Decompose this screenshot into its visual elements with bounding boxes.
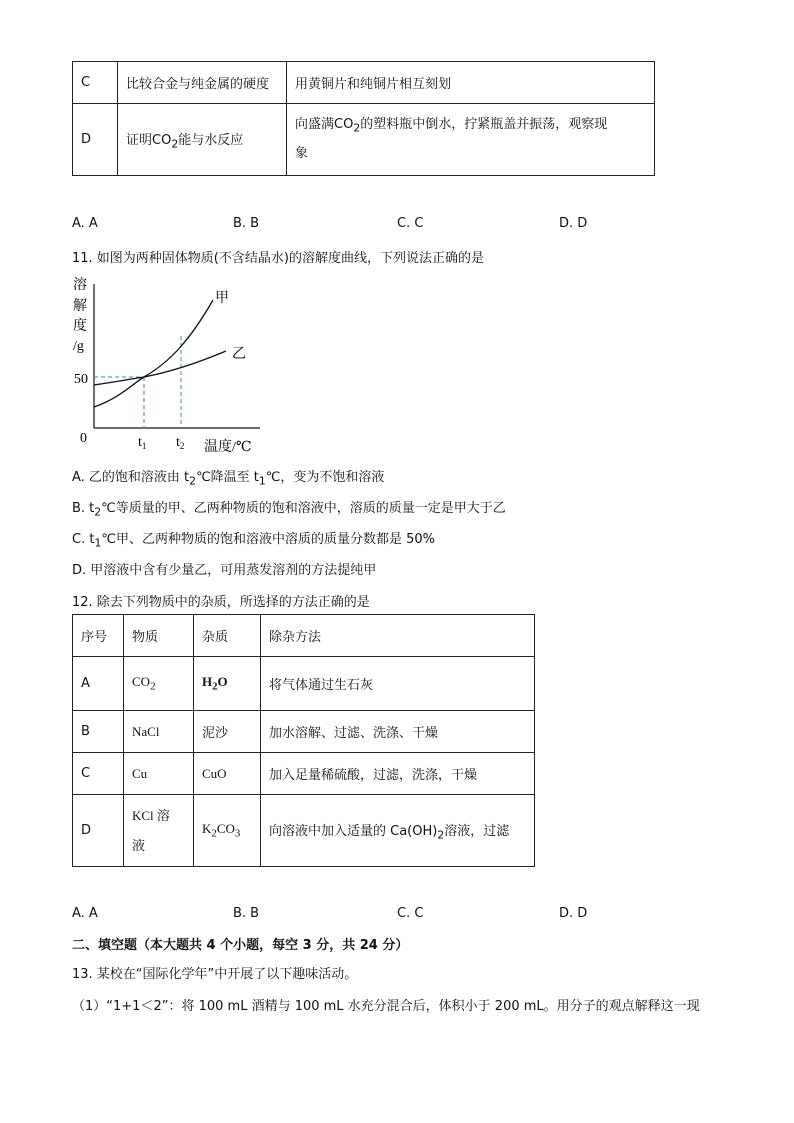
substance-cell: Cu bbox=[124, 753, 194, 795]
method-text: 象 bbox=[295, 146, 309, 162]
q13-part1: （1）“1+1＜2”：将 100 mL 酒精与 100 mL 水充分混合后，体积小于 200 mL。用分子的观点解释这一现 bbox=[72, 999, 700, 1014]
table-header-row bbox=[73, 615, 535, 657]
method-cell: 加水溶解、过滤、洗涤、干燥 bbox=[261, 711, 535, 753]
subscript: 2 bbox=[171, 137, 179, 151]
header-cell: 序号 bbox=[73, 615, 124, 657]
method-cell: 加入足量稀硫酸，过滤，洗涤，干燥 bbox=[261, 753, 535, 795]
q11-option-c: C. $t_1℃$甲、乙两种物质的饱和溶液中溶质的质量分数都是 50% bbox=[72, 532, 435, 550]
curve-yi bbox=[94, 351, 226, 385]
table-row bbox=[73, 104, 655, 176]
substance-cell: KCl 溶 液 bbox=[124, 795, 194, 867]
experiment-table bbox=[72, 61, 655, 176]
purpose-text: 能与水反应 bbox=[178, 132, 244, 148]
q11-option-d: D. 甲溶液中含有少量乙，可用蒸发溶剂的方法提纯甲 bbox=[72, 563, 377, 578]
q10-options bbox=[72, 216, 732, 236]
option-c: C. C bbox=[397, 216, 424, 231]
origin-label: 0 bbox=[80, 431, 87, 446]
q12-options bbox=[72, 906, 732, 926]
x-tick-t2: $t_2$ bbox=[176, 435, 185, 451]
y-label-char: 解 bbox=[73, 299, 87, 314]
row-id: D bbox=[73, 795, 124, 867]
substance-cell: $CO_2$ bbox=[124, 657, 194, 711]
q11-option-b: B. $t_2℃$等质量的甲、乙两种物质的饱和溶液中，溶质的质量一定是甲大于乙 bbox=[72, 501, 506, 519]
y-label-char: /g bbox=[73, 339, 84, 354]
q13-stem: 13. 某校在“国际化学年”中开展了以下趣味活动。 bbox=[72, 967, 358, 982]
series-label-jia: 甲 bbox=[215, 291, 229, 306]
header-cell: 除杂方法 bbox=[261, 615, 535, 657]
y-label-char: 溶 bbox=[73, 278, 87, 293]
table-row bbox=[73, 753, 535, 795]
impurity-cell: $K_2CO_3$ bbox=[194, 795, 261, 867]
curve-jia bbox=[94, 300, 213, 407]
header-cell: 杂质 bbox=[194, 615, 261, 657]
option-d: D. D bbox=[559, 906, 588, 921]
impurity-cell: 泥沙 bbox=[194, 711, 261, 753]
option-d: D. D bbox=[559, 216, 588, 231]
impurity-table bbox=[72, 614, 535, 867]
y-label-char: 度 bbox=[73, 319, 87, 334]
q11-option-a: A. 乙的饱和溶液由 $t_2℃$降温至 $t_1℃$，变为不饱和溶液 bbox=[72, 470, 385, 488]
purpose-text: 证明CO bbox=[126, 132, 172, 148]
method-text: 向盛满CO bbox=[295, 116, 354, 132]
purpose-cell: 比较合金与纯金属的硬度 bbox=[118, 62, 287, 104]
option-a: A. A bbox=[72, 216, 98, 231]
row-label: C bbox=[73, 62, 118, 104]
method-cell bbox=[287, 104, 655, 176]
x-axis-label: 温度/℃ bbox=[204, 440, 252, 455]
q12-stem: 12. 除去下列物质中的杂质，所选择的方法正确的是 bbox=[72, 595, 370, 610]
substance-cell: NaCl bbox=[124, 711, 194, 753]
method-cell: 用黄铜片和纯铜片相互刻划 bbox=[287, 62, 655, 104]
option-b: B. B bbox=[233, 906, 260, 921]
method-cell: 将气体通过生石灰 bbox=[261, 657, 535, 711]
row-id: C bbox=[73, 753, 124, 795]
row-id: A bbox=[73, 657, 124, 711]
impurity-cell: CuO bbox=[194, 753, 261, 795]
table-row bbox=[73, 657, 535, 711]
series-label-yi: 乙 bbox=[232, 347, 246, 362]
row-label: D bbox=[73, 104, 118, 176]
method-cell: 向溶液中加入适量的 $Ca(OH)_2$溶液，过滤 bbox=[261, 795, 535, 867]
table-row bbox=[73, 62, 655, 104]
method-text: 的塑料瓶中倒水，拧紧瓶盖并振荡，观察现 bbox=[360, 116, 608, 132]
header-cell: 物质 bbox=[124, 615, 194, 657]
table-row bbox=[73, 711, 535, 753]
table-row bbox=[73, 795, 535, 867]
row-id: B bbox=[73, 711, 124, 753]
solubility-graph bbox=[60, 270, 270, 460]
subscript: 2 bbox=[353, 121, 361, 135]
q11-stem: 11. 如图为两种固体物质(不含结晶水)的溶解度曲线，下列说法正确的是 bbox=[72, 251, 484, 266]
impurity-cell: $H_2O$ bbox=[194, 657, 261, 711]
purpose-cell bbox=[118, 104, 287, 176]
section-title: 二、填空题（本大题共 4 个小题，每空 3 分，共 24 分） bbox=[72, 938, 409, 953]
option-b: B. B bbox=[233, 216, 260, 231]
x-tick-t1: $t_1$ bbox=[138, 435, 147, 451]
y-tick-50: 50 bbox=[74, 372, 88, 387]
option-c: C. C bbox=[397, 906, 424, 921]
option-a: A. A bbox=[72, 906, 98, 921]
